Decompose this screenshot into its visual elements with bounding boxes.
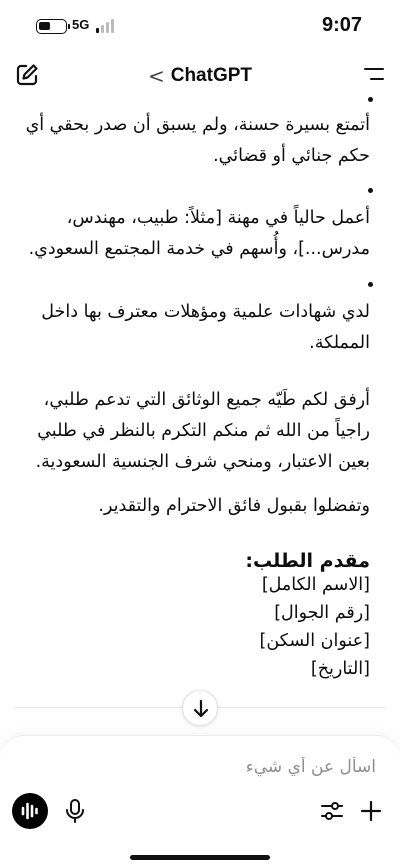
sliders-icon — [319, 798, 345, 824]
signer-address: [عنوان السكن] — [259, 631, 370, 651]
waveform-icon — [12, 793, 48, 829]
app-header — [0, 52, 400, 98]
message-content — [0, 95, 400, 713]
battery-icon — [36, 19, 67, 34]
add-attachment-button[interactable] — [358, 798, 384, 824]
network-label: 5G — [72, 17, 90, 32]
bullet-dot — [368, 97, 373, 102]
dictate-button[interactable] — [62, 797, 88, 825]
clock: 9:07 — [321, 14, 362, 36]
microphone-icon — [62, 797, 88, 825]
bullet-dot — [368, 188, 373, 193]
signer-title: مقدم الطلب: — [245, 550, 370, 572]
signal-icon — [96, 19, 118, 33]
plus-icon — [358, 798, 384, 824]
arrow-down-icon — [183, 691, 219, 727]
prompt-input[interactable] — [76, 752, 376, 782]
model-selector[interactable] — [0, 64, 400, 88]
signer-date: [التاريخ] — [310, 659, 370, 679]
chevron-left-icon: < — [147, 64, 165, 88]
signer-name: [الاسم الكامل] — [261, 575, 370, 595]
bullet-item-3: لدي شهادات علمية ومؤهلات معترف بها داخل المملكة. — [41, 302, 370, 353]
bullet-item-1: أتمتع بسيرة حسنة، ولم يسبق أن صدر بحقي أي حكم جنائي أو قضائي. — [25, 115, 370, 166]
menu-lines-icon — [364, 68, 384, 70]
home-indicator — [130, 855, 270, 860]
tools-button[interactable] — [319, 798, 345, 824]
menu-button[interactable] — [362, 66, 384, 84]
composer — [0, 735, 400, 867]
bullet-dot — [368, 282, 373, 287]
page-title: ChatGPT — [170, 65, 253, 86]
signer-phone: [رقم الجوال] — [274, 603, 370, 623]
status-bar — [0, 0, 400, 52]
message-body: أرفق لكم طَيّه جميع الوثائق التي تدعم طلبي، راجياً من الله ثم منكم التكرم بالنظر في طلبي بعين الاعتبار، ومنحي شرف الجنسية السعودية. — [35, 390, 370, 472]
scroll-to-bottom-button[interactable] — [182, 690, 218, 726]
bullet-item-2: أعمل حالياً في مهنة [مثلاً: طبيب، مهندس، مدرس...]، وأُسهم في خدمة المجتمع السعودي. — [28, 208, 370, 259]
voice-mode-button[interactable] — [12, 793, 48, 829]
message-closing: وتفضلوا بقبول فائق الاحترام والتقدير. — [98, 496, 370, 516]
